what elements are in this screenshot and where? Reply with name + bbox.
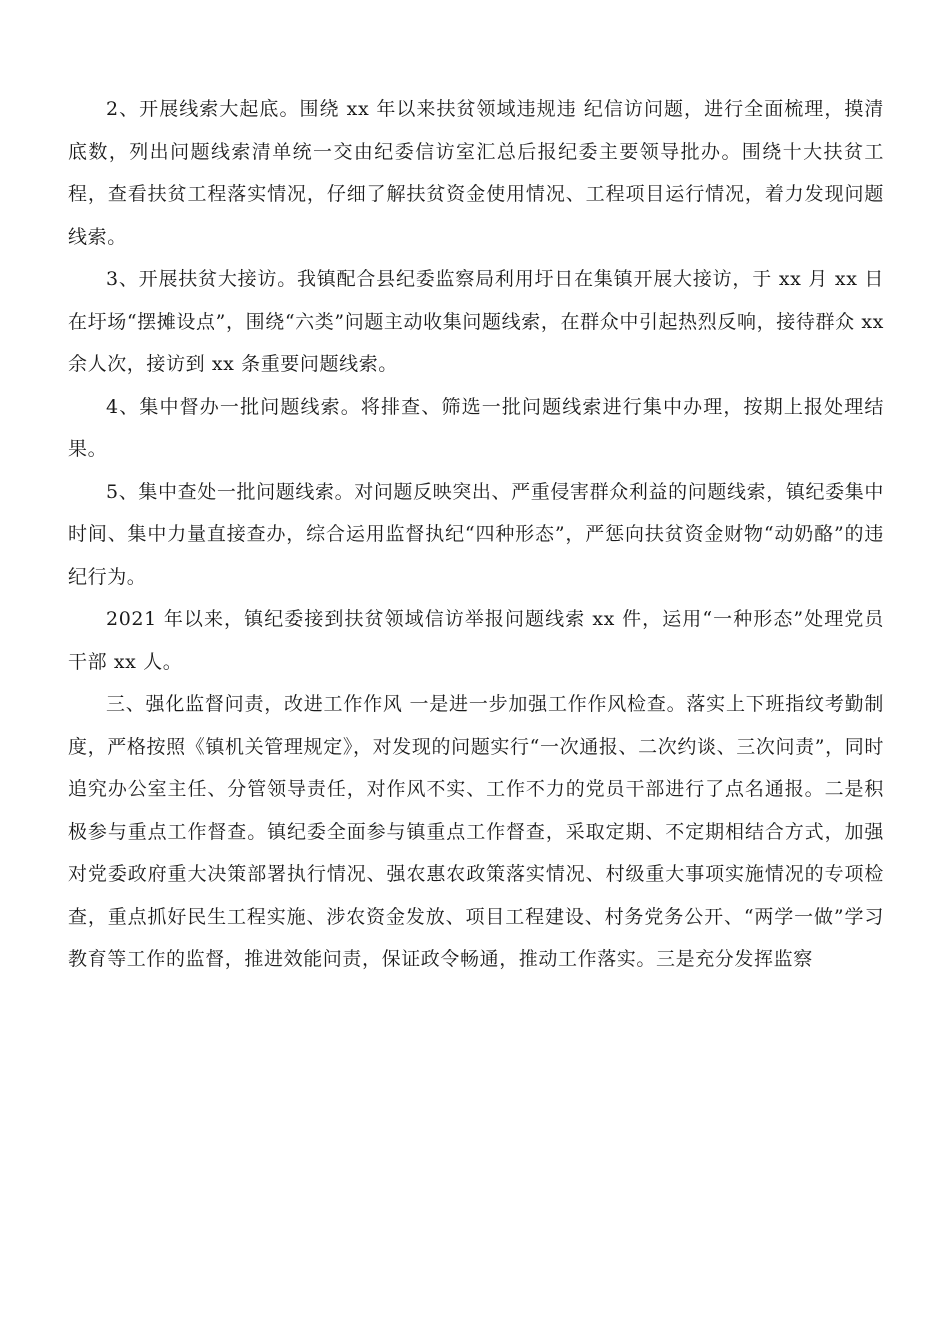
paragraph-clue-sweep: 2、开展线索大起底。围绕 xx 年以来扶贫领域违规违 纪信访问题，进行全面梳理，摸清底数，列出问题线索清单统一交由纪委信访室汇总后报纪委主要领导批办。围绕十大扶贫工程，查看扶贫工程落实情况，仔细了解扶贫资金使用情况、工程项目运行情况，着力发现问题线索。 xyxy=(68,98,884,248)
paragraph-2021-summary: 2021 年以来，镇纪委接到扶贫领域信访举报问题线索 xx 件，运用“一种形态”处理党员干部 xx 人。 xyxy=(68,608,884,673)
paragraph-supervise-clues: 4、集中督办一批问题线索。将排查、筛选一批问题线索进行集中办理，按期上报处理结果。 xyxy=(68,395,884,460)
paragraph-accountability: 三、强化监督问责，改进工作作风 一是进一步加强工作作风检查。落实上下班指纹考勤制度，严格按照《镇机关管理规定》，对发现的问题实行“一次通报、二次约谈、三次问责”，同时追究办公室主任、分管领导责任，对作风不实、工作不力的党员干部进行了点名通报。二是积极参与重点工作督查。镇纪委全面参与镇重点工作督查，采取定期、不定期相结合方式，加强对党委政府重大决策部署执行情况、强农惠农政策落实情况、村级重大事项实施情况的专项检查，重点抓好民生工程实施、涉农资金发放、项目工程建设、村务党务公开、“两学一做”学习教育等工作的监督，推进效能问责，保证政令畅通，推动工作落实。三是充分发挥监察 xyxy=(68,693,884,970)
paragraph-poverty-visits: 3、开展扶贫大接访。我镇配合县纪委监察局利用圩日在集镇开展大接访，于 xx 月 xx 日在圩场“摆摊设点”，围绕“六类”问题主动收集问题线索，在群众中引起热烈反响，接待群众 xx 余人次，接访到 xx 条重要问题线索。 xyxy=(68,268,884,375)
document-page xyxy=(68,88,884,981)
paragraph-investigate-clues: 5、集中查处一批问题线索。对问题反映突出、严重侵害群众利益的问题线索，镇纪委集中时间、集中力量直接查办，综合运用监督执纪“四种形态”，严惩向扶贫资金财物“动奶酪”的违纪行为。 xyxy=(68,480,884,588)
